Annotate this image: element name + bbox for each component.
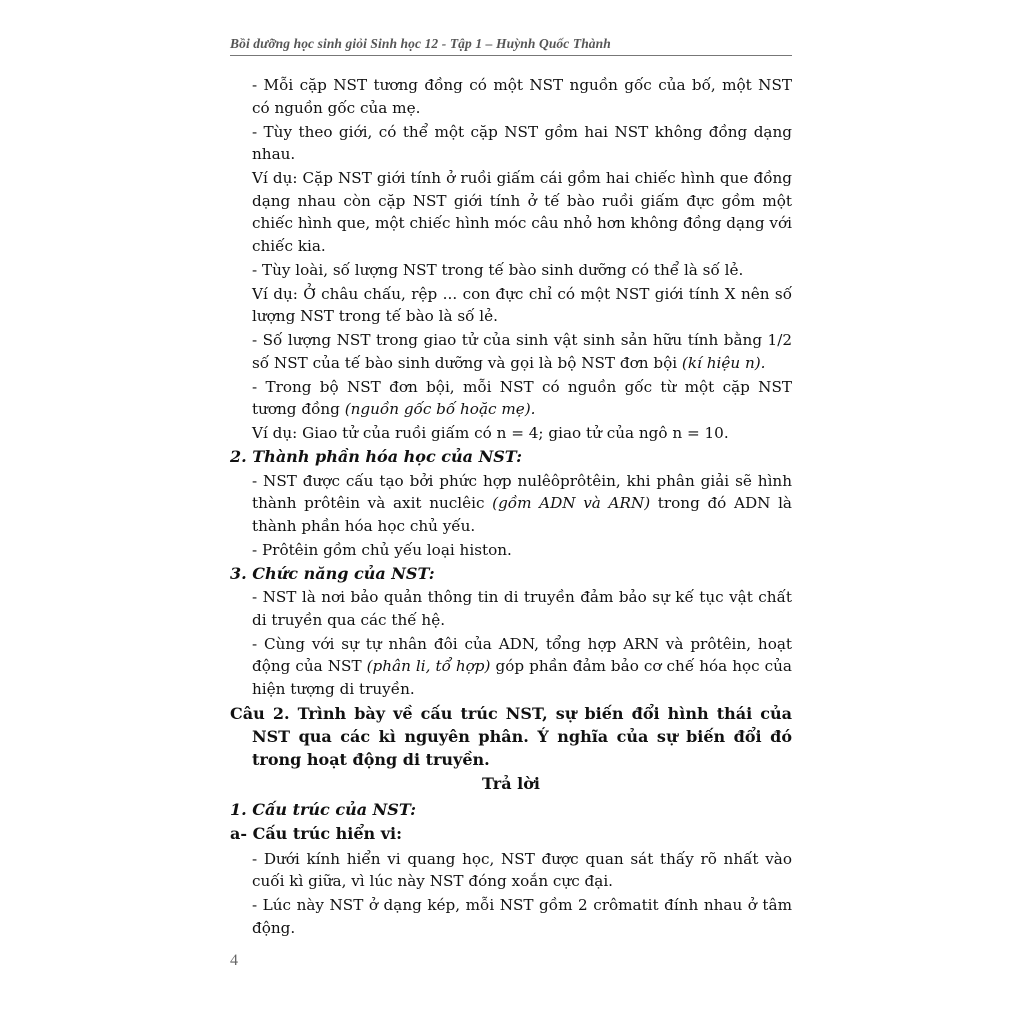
text-run: - Trong bộ NST đơn bội, mỗi NST có nguồn gốc từ một cặp NST tương đồng xyxy=(252,377,792,418)
paragraph: - Dưới kính hiển vi quang học, NST được quan sát thấy rõ nhất vào cuối kì giữa, vì lúc này NST đóng xoắn cực đại. xyxy=(252,849,792,890)
italic-note: (nguồn gốc bố hoặc mẹ). xyxy=(344,400,536,418)
example-paragraph: Ví dụ: Giao tử của ruồi giấm có n = 4; giao tử của ngô n = 10. xyxy=(252,424,729,442)
text-run: - NST được cấu tạo bởi phức hợp nulêôprôtêin, khi phân giải sẽ hình thành prôtêin và axit nuclêic xyxy=(252,471,792,512)
paragraph: - Prôtêin gồm chủ yếu loại histon. xyxy=(252,540,512,559)
example-paragraph: Ví dụ: Ở châu chấu, rệp ... con đực chỉ có một NST giới tính X nên số lượng NST trong tế bào là số lẻ. xyxy=(252,284,792,325)
example-paragraph: Ví dụ: Cặp NST giới tính ở ruồi giấm cái gồm hai chiếc hình que đồng dạng nhau còn cặp NST giới tính ở tế bào ruồi giấm đực gồm một chiếc hình que, một chiếc hình móc câu nhỏ hơn không đồng dạng với chiếc kia. xyxy=(252,169,792,255)
text-run: - Cùng với sự tự nhân đôi của ADN, tổng hợp ARN và prôtêin, hoạt động của NST xyxy=(252,634,792,675)
section-heading: 1. Cấu trúc của NST: xyxy=(230,799,417,819)
paragraph: - Tùy theo giới, có thể một cặp NST gồm hai NST không đồng dạng nhau. xyxy=(252,122,792,163)
subsection-title: Cấu trúc hiển vi: xyxy=(252,824,403,843)
page-number: 4 xyxy=(230,952,238,969)
subsection-prefix: a- xyxy=(230,824,253,843)
paragraph: - Mỗi cặp NST tương đồng có một NST nguồn gốc của bố, một NST có nguồn gốc của mẹ. xyxy=(252,76,792,117)
question-heading: Câu 2. Trình bày về cấu trúc NST, sự biến đổi hình thái của NST qua các kì nguyên phân. Ý nghĩa của sự biến đổi đó trong hoạt động di truyền. xyxy=(230,704,792,769)
paragraph xyxy=(230,329,792,374)
italic-note: (gồm ADN và ARN) xyxy=(492,494,651,512)
answer-heading: Trả lời xyxy=(482,774,540,793)
paragraph xyxy=(230,633,792,701)
text-run: trong đó ADN là thành phần hóa học chủ yếu. xyxy=(252,494,792,535)
page-body xyxy=(230,74,792,941)
paragraph xyxy=(230,376,792,421)
paragraph: - Tùy loài, số lượng NST trong tế bào sinh dưỡng có thể là số lẻ. xyxy=(252,260,744,279)
paragraph xyxy=(230,470,792,538)
section-heading: 3. Chức năng của NST: xyxy=(230,563,435,583)
text-run: - Số lượng NST trong giao tử của sinh vật sinh sản hữu tính bằng 1/2 số NST của tế bào sinh dưỡng và gọi là bộ NST đơn bội xyxy=(252,331,792,372)
running-header: Bồi dưỡng học sinh giỏi Sinh học 12 - Tập 1 – Huỳnh Quốc Thành xyxy=(230,36,792,56)
paragraph: - Lúc này NST ở dạng kép, mỗi NST gồm 2 crômatit đính nhau ở tâm động. xyxy=(252,896,792,937)
subsection-heading xyxy=(230,823,792,846)
section-heading: 2. Thành phần hóa học của NST: xyxy=(230,447,522,466)
italic-note: (kí hiệu n). xyxy=(681,353,766,372)
text-run: góp phần đảm bảo cơ chế hóa học của hiện tượng di truyền. xyxy=(252,657,792,698)
italic-note: (phân li, tổ hợp) xyxy=(366,657,491,675)
paragraph: - NST là nơi bảo quản thông tin di truyền đảm bảo sự kế tục vật chất di truyền qua các thế hệ. xyxy=(252,588,792,629)
